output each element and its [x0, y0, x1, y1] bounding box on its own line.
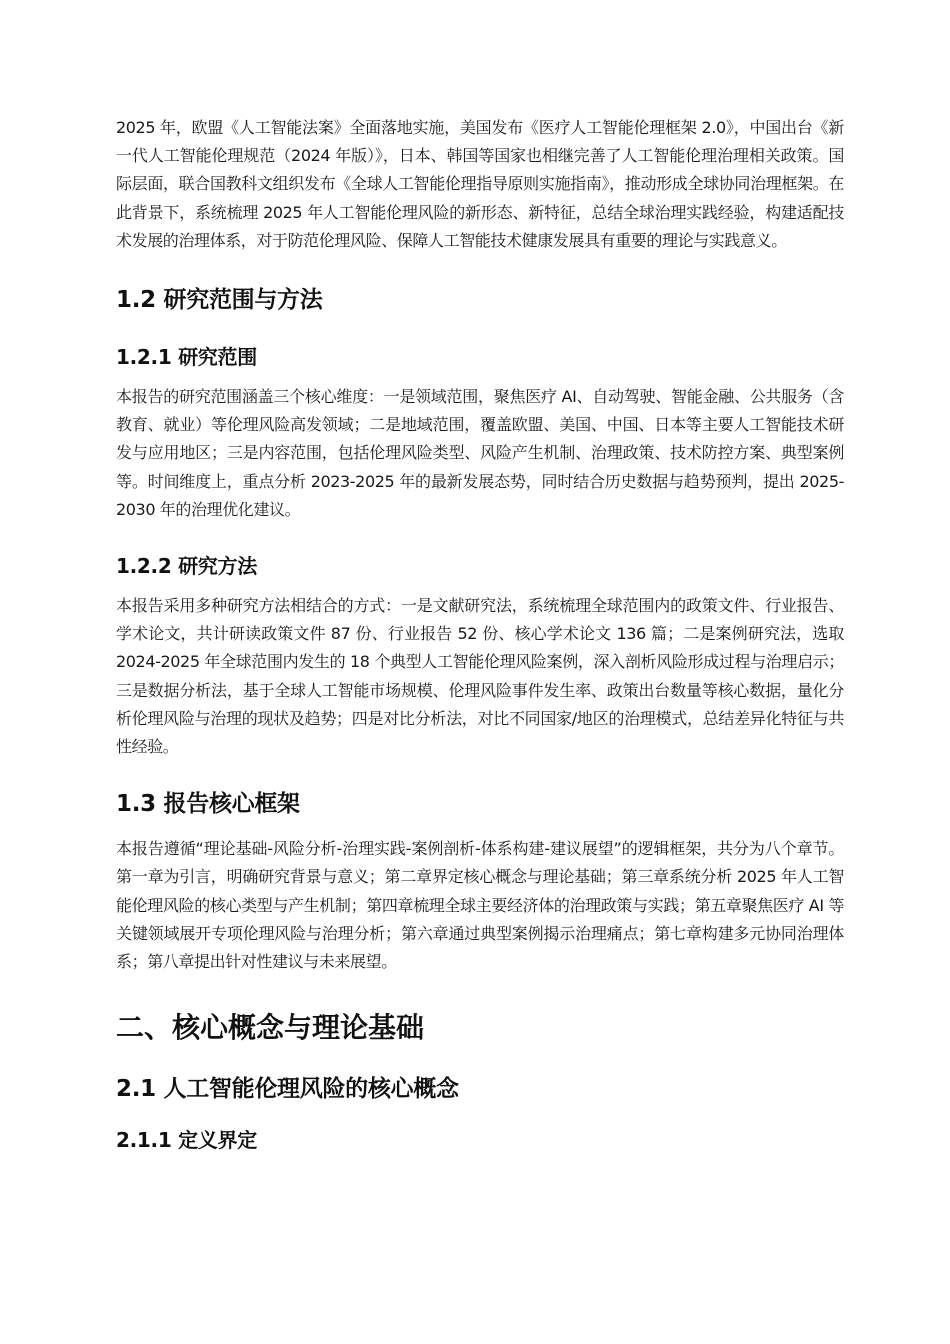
paragraph-report-framework: 本报告遵循“理论基础-风险分析-治理实践-案例剖析-体系构建-建议展望”的逻辑框架，共分为八个章节。第一章为引言，明确研究背景与意义；第二章界定核心概念与理论基础；第三章系统分析 2025 年人工智能伦理风险的核心类型与产生机制；第四章梳理全球主要经济体的治理政策与实践；第五章聚焦医疗 AI 等关键领域展开专项伦理风险与治理分析；第六章通过典型案例揭示治理痛点；第七章构建多元协同治理体系；第八章提出针对性建议与未来展望。 — [116, 839, 844, 972]
heading-2-1-1: 2.1.1 定义界定 — [116, 1128, 257, 1153]
heading-1-2: 1.2 研究范围与方法 — [116, 287, 323, 314]
heading-1-2-2: 1.2.2 研究方法 — [116, 554, 257, 579]
heading-chapter-2: 二、核心概念与理论基础 — [116, 1011, 425, 1045]
heading-1-2-1: 1.2.1 研究范围 — [116, 345, 257, 370]
paragraph-research-scope: 本报告的研究范围涵盖三个核心维度：一是领域范围，聚焦医疗 AI、自动驾驶、智能金融、公共服务（含教育、就业）等伦理风险高发领域；二是地域范围，覆盖欧盟、美国、中国、日本等主要人工智能技术研发与应用地区；三是内容范围，包括伦理风险类型、风险产生机制、治理政策、技术防控方案、典型案例等。时间维度上，重点分析 2023-2025 年的最新发展态势，同时结合历史数据与趋势预判，提出 2025-2030 年的治理优化建议。 — [116, 387, 844, 519]
heading-2-1: 2.1 人工智能伦理风险的核心概念 — [116, 1076, 459, 1103]
heading-1-3: 1.3 报告核心框架 — [116, 791, 300, 818]
document-content — [116, 114, 844, 1154]
paragraph-intro: 2025 年，欧盟《人工智能法案》全面落地实施，美国发布《医疗人工智能伦理框架 2.0》，中国出台《新一代人工智能伦理规范（2024 年版）》，日本、韩国等国家也相继完善了人工智能伦理治理相关政策。国际层面，联合国教科文组织发布《全球人工智能伦理指导原则实施指南》，推动形成全球协同治理框架。在此背景下，系统梳理 2025 年人工智能伦理风险的新形态、新特征，总结全球治理实践经验，构建适配技术发展的治理体系，对于防范伦理风险、保障人工智能技术健康发展具有重要的理论与实践意义。 — [116, 118, 844, 250]
paragraph-research-method: 本报告采用多种研究方法相结合的方式：一是文献研究法，系统梳理全球范围内的政策文件、行业报告、学术论文，共计研读政策文件 87 份、行业报告 52 份、核心学术论文 136 篇；二是案例研究法，选取 2024-2025 年全球范围内发生的 18 个典型人工智能伦理风险案例，深入剖析风险形成过程与治理启示；三是数据分析法，基于全球人工智能市场规模、伦理风险事件发生率、政策出台数量等核心数据，量化分析伦理风险与治理的现状及趋势；四是对比分析法，对比不同国家/地区的治理模式，总结差异化特征与共性经验。 — [116, 596, 844, 757]
